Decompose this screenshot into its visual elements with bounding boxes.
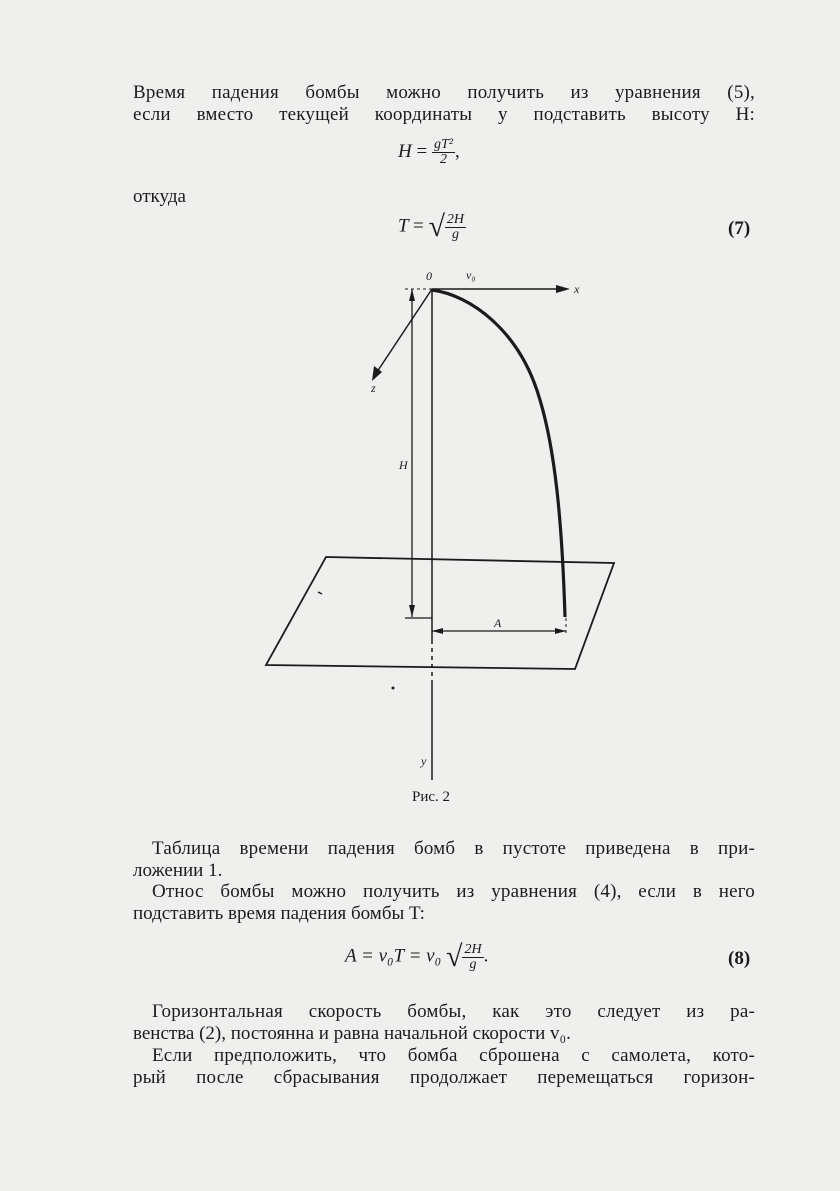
height-arrow-bottom <box>409 605 415 617</box>
y-axis-label: y <box>421 754 427 768</box>
formula-distance-period: . <box>483 945 489 967</box>
z-axis-label: z <box>371 381 376 395</box>
formula-distance-numerator: 2H <box>464 941 482 957</box>
paragraph-3-line-2: подставить время падения бомбы T: <box>133 903 425 924</box>
paragraph-1-line-2: если вместо текущей координаты y подставить высоту H: <box>133 104 755 125</box>
z-axis-arrow <box>372 366 382 381</box>
sqrt-icon: √ <box>445 940 463 973</box>
equation-number-8: (8) <box>728 948 751 969</box>
paragraph-5-line-2: рый после сбрасывания продолжает перемещаться горизон- <box>133 1067 755 1088</box>
formula-distance-text: A = v₀T = v₀ <box>345 945 442 967</box>
distance-label: A <box>494 616 502 630</box>
formula-distance-fraction <box>462 943 483 972</box>
paragraph-2-line-2: ложении 1. <box>133 860 223 881</box>
x-axis-label: x <box>574 282 580 296</box>
z-axis <box>375 289 432 375</box>
paragraph-2-line-1: Таблица времени падения бомб в пустоте приведена в при- <box>152 838 755 859</box>
equation-number-7: (7) <box>728 218 751 239</box>
height-label: H <box>399 458 408 472</box>
formula-height-denominator: 2 <box>439 152 447 167</box>
formula-height-numerator: gT² <box>433 137 453 152</box>
height-arrow-top <box>409 289 415 301</box>
paragraph-4-line-2: венства (2), постоянна и равна начальной скорости v₀. <box>133 1023 571 1044</box>
plane-dot <box>392 687 395 690</box>
otkuda-text: откуда <box>133 186 186 207</box>
distance-arrow-left <box>432 628 443 634</box>
paragraph-4-line-1: Горизонтальная скорость бомбы, как это следует из ра- <box>152 1001 755 1022</box>
origin-label: 0 <box>426 269 432 283</box>
plane-mark <box>318 592 322 594</box>
sqrt-icon: √ <box>428 210 445 243</box>
formula-height-comma: , <box>454 140 460 162</box>
formula-time-numerator: 2H <box>446 211 465 227</box>
formula-height-eq: = <box>416 140 428 162</box>
x-axis-arrow <box>556 285 570 293</box>
formula-distance-denominator: g <box>469 956 477 972</box>
paragraph-1-line-1: Время падения бомбы можно получить из уравнения (5), <box>133 82 755 103</box>
distance-arrow-right <box>555 628 566 634</box>
paragraph-5-line-1: Если предположить, что бомба сброшена с самолета, кото- <box>152 1045 755 1066</box>
formula-time-denominator: g <box>451 226 459 242</box>
paragraph-3-line-1: Относ бомбы можно получить из уравнения (4), если в него <box>152 881 755 902</box>
bomb-trajectory-curve <box>432 290 565 617</box>
velocity-label: v₀ <box>466 268 476 282</box>
formula-time-lhs: T <box>398 215 409 237</box>
formula-distance <box>345 940 488 974</box>
figure-caption: Рис. 2 <box>412 789 451 805</box>
formula-time-eq: = <box>412 215 424 237</box>
formula-height-lhs: H <box>398 140 412 162</box>
